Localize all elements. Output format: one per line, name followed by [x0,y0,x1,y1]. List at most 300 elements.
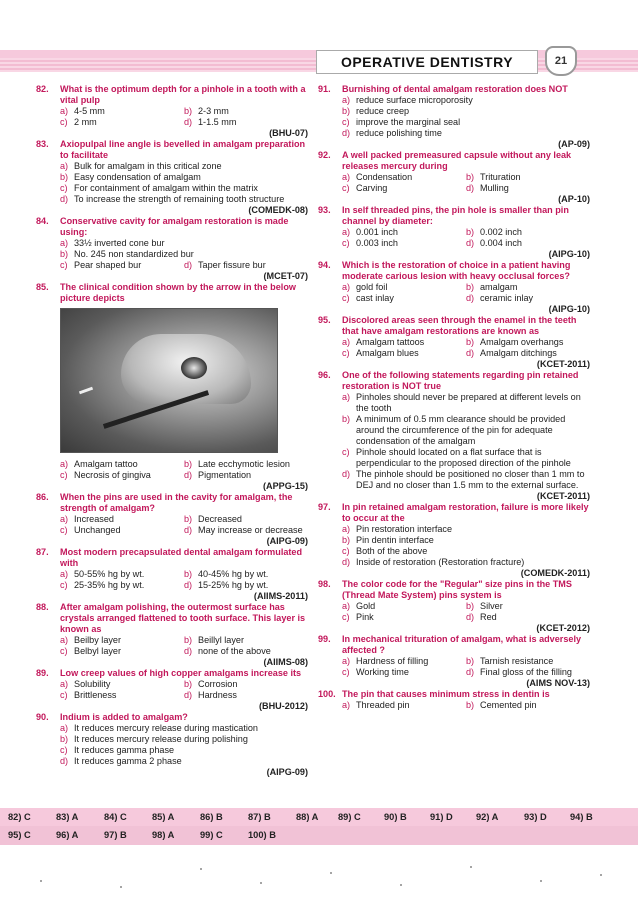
option [342,106,590,117]
question-number: 84. [36,216,49,226]
option-text: cast inlay [356,293,394,303]
option [184,470,308,481]
question-header [36,602,308,635]
options [318,337,590,359]
option-letter: c) [342,238,350,248]
question-source: (MCET-07) [263,271,308,281]
option [342,546,590,557]
option-letter: b) [466,601,475,611]
option-letter: c) [60,646,68,656]
options [36,723,308,767]
question-text: Indium is added to amalgam? [60,712,188,722]
option-letter: b) [184,459,193,469]
question-block [318,689,590,711]
right-column [318,84,590,711]
options [36,679,308,701]
question-number: 95. [318,315,331,325]
answer-key-item: 86) B [200,812,223,822]
question-header [318,315,590,337]
option [60,470,184,481]
option-letter: a) [60,238,69,248]
option-text: For containment of amalgam within the matrix [74,183,258,193]
option [466,172,590,183]
option-letter: d) [184,117,193,127]
option-letter: a) [342,524,351,534]
option [60,183,308,194]
options [318,656,590,678]
option-text: Pigmentation [198,470,252,480]
option-letter: b) [60,734,69,744]
question-text: After amalgam polishing, the outermost surface has crystals arranged flattened to tooth surface. This layer is known as [60,602,306,634]
option-row [342,667,590,678]
option-letter: a) [60,161,69,171]
option-letter: a) [342,392,351,402]
option-letter: a) [60,635,69,645]
option-letter: d) [342,128,351,138]
options [36,459,308,481]
left-column [36,84,308,778]
option-letter: a) [342,700,351,710]
question-block [36,668,308,712]
option-text: Taper fissure bur [198,260,266,270]
question-source: (KCET-2011) [536,359,590,369]
question-header [36,668,308,679]
question-block [36,282,308,492]
option-text: Increased [74,514,114,524]
option-text: To increase the strength of remaining tooth structure [74,194,285,204]
option-letter: d) [466,612,475,622]
option-letter: a) [342,601,351,611]
option-text: It reduces mercury release during mastication [74,723,258,733]
option [342,348,466,359]
options [318,524,590,568]
answer-key-item: 100) B [248,830,276,840]
option-text: Red [480,612,497,622]
option-letter: b) [184,679,193,689]
options [36,569,308,591]
option-text: It reduces mercury release during polishing [74,734,248,744]
option [60,525,184,536]
option-row [342,95,590,106]
option-text: Carving [356,183,388,193]
options [318,700,590,711]
option-letter: c) [60,745,68,755]
option [342,183,466,194]
option-row [60,569,308,580]
answer-key-row-1 [0,808,638,827]
option [60,635,184,646]
option [342,128,590,139]
option [342,524,590,535]
option-letter: a) [60,679,69,689]
option-text: Corrosion [198,679,238,689]
option-text: Pinholes should never be prepared at different levels on the tooth [356,392,581,413]
question-header [36,84,308,106]
option-letter: d) [184,260,193,270]
option-letter: c) [342,546,350,556]
option-letter: b) [466,700,475,710]
option [184,525,308,536]
option [466,282,590,293]
question-text: Burnishing of dental amalgam restoration does NOT [342,84,568,94]
option-text: 0.001 inch [356,227,398,237]
option [466,227,590,238]
question-header [318,260,590,282]
question-number: 93. [318,205,331,215]
option [342,700,466,711]
question-number: 89. [36,668,49,678]
question-number: 85. [36,282,49,292]
option-letter: b) [60,249,69,259]
question-text: When the pins are used in the cavity for amalgam, the strength of amalgam? [60,492,293,513]
option-text: 15-25% hg by wt. [198,580,269,590]
option-letter: b) [342,535,351,545]
option [466,700,590,711]
option-text: Necrosis of gingiva [74,470,151,480]
option-text: 2-3 mm [198,106,229,116]
options [36,514,308,536]
option-letter: a) [60,723,69,733]
option-letter: c) [342,612,350,622]
option-text: Beilby layer [74,635,122,645]
option-row [342,238,590,249]
question-text: Conservative cavity for amalgam restoration is made using: [60,216,289,237]
answer-key-item: 87) B [248,812,271,822]
option [342,535,590,546]
question-source: (AIPG-09) [266,767,308,777]
option-text: Silver [480,601,503,611]
option-row [342,656,590,667]
option-letter: d) [466,183,475,193]
option-letter: c) [342,348,350,358]
option-text: Working time [356,667,409,677]
question-number: 86. [36,492,49,502]
option-row [60,514,308,525]
option [60,249,308,260]
option-row [342,612,590,623]
option-letter: b) [342,106,351,116]
question-header [318,579,590,601]
option-letter: d) [184,525,193,535]
option-row [342,337,590,348]
option-row [342,293,590,304]
question-block [36,712,308,778]
option-row [60,249,308,260]
arrow-icon [79,387,93,395]
option-letter: d) [466,293,475,303]
question-text: The clinical condition shown by the arrow in the below picture depicts [60,282,296,303]
option-row [342,106,590,117]
option-letter: b) [466,227,475,237]
option-text: amalgam [480,282,518,292]
option-text: Pear shaped bur [74,260,142,270]
option-row [60,106,308,117]
option [60,690,184,701]
option-text: It reduces gamma phase [74,745,175,755]
option [342,95,590,106]
option [342,601,466,612]
option-row [60,194,308,205]
option [342,337,466,348]
option-text: Amalgam blues [356,348,419,358]
option-text: reduce surface microporosity [356,95,473,105]
option [466,667,590,678]
options [318,95,590,139]
option-row [342,700,590,711]
option-text: No. 245 non standardized bur [74,249,194,259]
option [342,392,590,414]
answer-key-row-2 [0,826,638,845]
options [36,161,308,205]
option-text: Gold [356,601,376,611]
option-text: improve the marginal seal [356,117,461,127]
question-text: A well packed premeasured capsule without any leak releases mercury during [342,150,572,171]
option-text: Mulling [480,183,509,193]
question-text: What is the optimum depth for a pinhole in a tooth with a vital pulp [60,84,306,105]
option-row [342,414,590,447]
option-letter: a) [60,459,69,469]
option [342,414,590,447]
question-block [318,150,590,205]
question-source: (COMEDK-2011) [520,568,590,578]
option-row [60,172,308,183]
option-text: Amalgam tattoos [356,337,425,347]
question-block [318,370,590,502]
option-text: 33½ inverted cone bur [74,238,165,248]
page-title: OPERATIVE DENTISTRY [316,50,538,74]
page-footer-specks [0,860,638,890]
option-row [60,734,308,745]
answer-key-item: 85) A [152,812,175,822]
option-letter: c) [342,447,350,457]
question-text: Axiopulpal line angle is bevelled in amalgam preparation to facilitate [60,139,306,160]
question-number: 100. [318,689,336,699]
option [184,580,308,591]
question-block [318,315,590,370]
option [466,238,590,249]
option-row [60,117,308,128]
question-number: 82. [36,84,49,94]
option [466,183,590,194]
option [60,756,308,767]
answer-key-item: 91) D [430,812,453,822]
option-letter: a) [342,172,351,182]
option [184,635,308,646]
question-source: (BHU-2012) [258,701,308,711]
option-letter: c) [60,525,68,535]
answer-key-item: 88) A [296,812,319,822]
option-letter: d) [60,756,69,766]
option-text: gold foil [356,282,388,292]
option-letter: d) [466,348,475,358]
option-text: It reduces gamma 2 phase [74,756,182,766]
answer-key-item: 98) A [152,830,175,840]
option-text: Pinhole should located on a flat surface that is perpendicular to the proposed direction of the pinhole [356,447,571,468]
option-letter: b) [466,282,475,292]
option-row [342,392,590,414]
option-letter: a) [60,514,69,524]
option [342,447,590,469]
question-text: In mechanical trituration of amalgam, what is adversely affected ? [342,634,582,655]
option-letter: d) [184,470,193,480]
question-block [36,492,308,547]
option-row [60,260,308,271]
answer-key-item: 89) C [338,812,361,822]
question-text: In pin retained amalgam restoration, failure is more likely to occur at the [342,502,589,523]
question-header [318,150,590,172]
option-text: Final gloss of the filling [480,667,572,677]
option [342,172,466,183]
question-number: 83. [36,139,49,149]
option [342,227,466,238]
option-text: Late ecchymotic lesion [198,459,290,469]
options [36,238,308,271]
option-text: Amalgam ditchings [480,348,557,358]
option [184,260,308,271]
question-header [318,370,590,392]
option-letter: b) [184,106,193,116]
option-row [342,172,590,183]
option-text: ceramic inlay [480,293,534,303]
option [466,656,590,667]
option [60,745,308,756]
option-row [60,745,308,756]
option-letter: d) [342,469,351,479]
question-block [318,579,590,634]
question-number: 92. [318,150,331,160]
question-block [318,260,590,315]
question-source: (AIPG-09) [266,536,308,546]
option [466,601,590,612]
option-text: Hardness [198,690,237,700]
option-row [342,227,590,238]
option [60,569,184,580]
option-text: Belbyl layer [74,646,122,656]
question-header [318,84,590,95]
option-text: 0.003 inch [356,238,398,248]
option-row [60,161,308,172]
option-text: Brittleness [74,690,117,700]
option-row [342,128,590,139]
option [60,459,184,470]
option [342,238,466,249]
option-letter: a) [342,95,351,105]
options [318,601,590,623]
option-row [342,183,590,194]
option-letter: c) [342,117,350,127]
option-row [342,524,590,535]
option-row [60,525,308,536]
question-block [36,84,308,139]
answer-key-item: 83) A [56,812,79,822]
option-row [60,183,308,194]
question-header [36,139,308,161]
question-block [318,205,590,260]
option-letter: a) [342,337,351,347]
option [342,469,590,491]
option [184,690,308,701]
option-text: Solubility [74,679,111,689]
option [184,514,308,525]
option-text: Easy condensation of amalgam [74,172,201,182]
option [60,106,184,117]
question-header [36,712,308,723]
option [60,238,308,249]
option [60,172,308,183]
option-text: 50-55% hg by wt. [74,569,145,579]
option-text: 0.002 inch [480,227,522,237]
option-text: 40-45% hg by wt. [198,569,269,579]
option-letter: d) [60,194,69,204]
option [60,514,184,525]
option-letter: b) [184,514,193,524]
option-letter: d) [342,557,351,567]
option [342,557,590,568]
option-row [342,546,590,557]
option [342,117,590,128]
question-header [318,689,590,700]
option-text: A minimum of 0.5 mm clearance should be provided around the circumference of the pin for adequate condensation of the amalgam [356,414,566,446]
question-text: The color code for the "Regular" size pins in the TMS (Thread Mate System) pins system is [342,579,572,600]
option-letter: d) [466,667,475,677]
tooth-icon [545,46,577,76]
answer-key-item: 97) B [104,830,127,840]
option [342,612,466,623]
question-number: 90. [36,712,49,722]
option [184,459,308,470]
answer-key-item: 95) C [8,830,31,840]
options [36,106,308,128]
option-letter: c) [60,117,68,127]
option-text: Amalgam tattoo [74,459,138,469]
option-text: reduce creep [356,106,410,116]
option-letter: d) [184,580,193,590]
option-letter: d) [184,690,193,700]
option [60,161,308,172]
option-row [342,348,590,359]
question-number: 94. [318,260,331,270]
option-row [60,459,308,470]
options [318,282,590,304]
question-block [318,634,590,689]
option-text: Pin restoration interface [356,524,453,534]
option-row [342,447,590,469]
option-text: 1-1.5 mm [198,117,237,127]
answer-key-item: 93) D [524,812,547,822]
question-source: (AIIMS-2011) [253,591,308,601]
option [60,194,308,205]
option-row [60,580,308,591]
question-source: (AIMS NOV-13) [526,678,590,688]
option-text: Bulk for amalgam in this critical zone [74,161,222,171]
question-source: (KCET-2011) [536,491,590,501]
question-text: Which is the restoration of choice in a patient having moderate carious lesion with heavy occlusal forces? [342,260,571,281]
question-block [36,216,308,282]
options [318,392,590,491]
answer-key-item: 96) A [56,830,79,840]
option-text: 2 mm [74,117,97,127]
option-letter: c) [60,690,68,700]
option-row [60,679,308,690]
option-text: Condensation [356,172,413,182]
option-letter: c) [60,470,68,480]
question-block [318,502,590,579]
option-letter: c) [342,667,350,677]
question-block [36,547,308,602]
option-text: Tarnish resistance [480,656,554,666]
answer-key-item: 94) B [570,812,593,822]
option-row [60,470,308,481]
